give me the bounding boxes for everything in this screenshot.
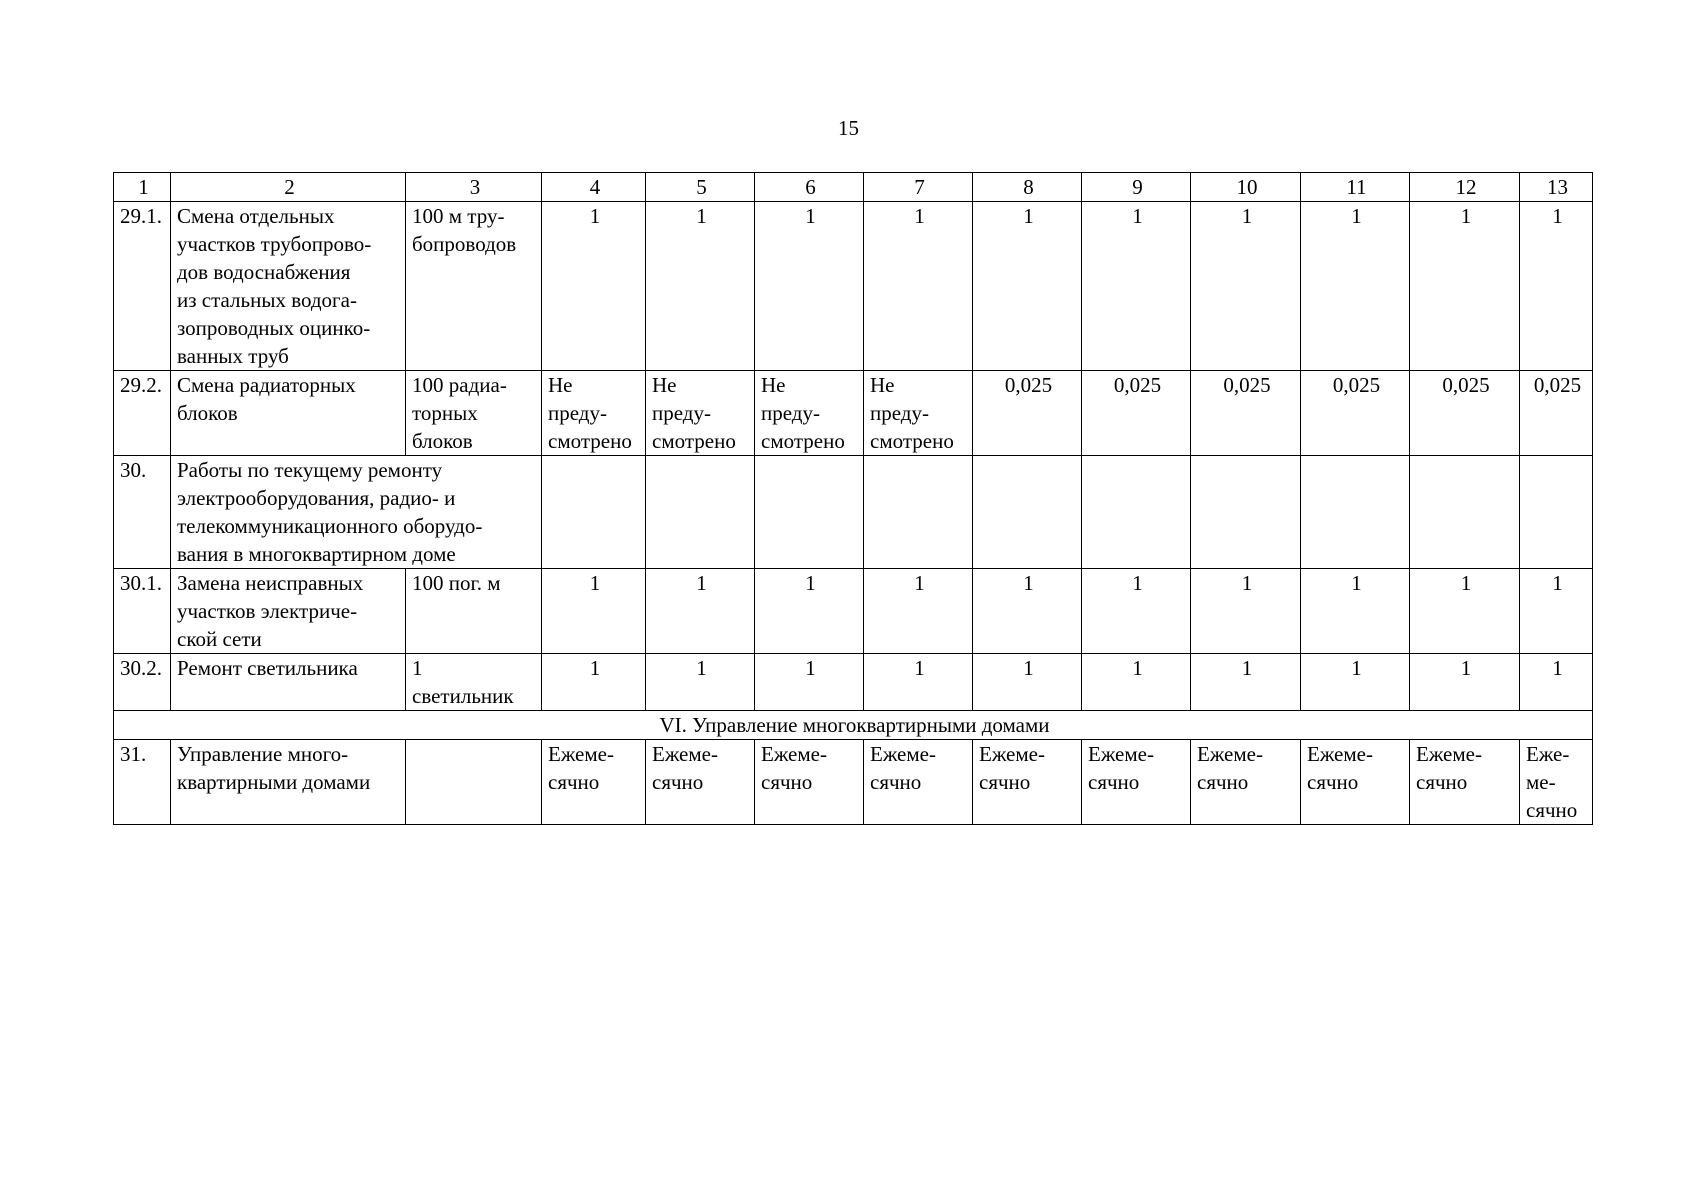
monthly-line: сячно: [1307, 770, 1359, 794]
column-number: 4: [542, 173, 646, 202]
empty-cell: [1520, 456, 1593, 569]
value-cell: 1: [1082, 654, 1191, 711]
value-cell: 1: [973, 202, 1082, 371]
monthly-line: Ежеме-: [1416, 742, 1482, 766]
row-number: 31.: [114, 740, 171, 825]
monthly-line: сячно: [1526, 798, 1578, 822]
value-cell: 1: [1520, 654, 1593, 711]
unit: 100 пог. м: [406, 569, 542, 654]
value-cell: 1: [755, 569, 864, 654]
monthly-cell: [864, 740, 973, 825]
value-cell: 1: [1410, 569, 1520, 654]
value-cell: 1: [864, 202, 973, 371]
value-cell: 1: [755, 654, 864, 711]
not-provided-line: Не: [761, 373, 786, 397]
row-number: 30.1.: [114, 569, 171, 654]
work-name-line: ской сети: [177, 627, 262, 651]
section-title: VI. Управление многоквартирными домами: [114, 711, 1593, 740]
row-number: 29.1.: [114, 202, 171, 371]
not-provided-cell: [864, 371, 973, 456]
monthly-cell: [542, 740, 646, 825]
work-name-line: блоков: [177, 401, 238, 425]
work-name-line: участков электриче-: [177, 599, 358, 623]
not-provided-cell: [542, 371, 646, 456]
not-provided-line: преду-: [870, 401, 929, 425]
value-cell: 1: [1520, 202, 1593, 371]
not-provided-line: смотрено: [548, 429, 632, 453]
work-name-line: Замена неисправных: [177, 571, 364, 595]
monthly-line: сячно: [761, 770, 813, 794]
empty-cell: [542, 456, 646, 569]
monthly-line: Ежеме-: [548, 742, 614, 766]
monthly-line: Ежеме-: [652, 742, 718, 766]
value-cell: 1: [1191, 202, 1301, 371]
empty-cell: [864, 456, 973, 569]
empty-cell: [1082, 456, 1191, 569]
monthly-line: ме-: [1526, 770, 1556, 794]
work-name-line: Смена радиаторных: [177, 373, 356, 397]
monthly-line: Ежеме-: [1088, 742, 1154, 766]
value-cell: 1: [1301, 569, 1410, 654]
unit-line: светильник: [412, 684, 514, 708]
column-number: 2: [171, 173, 406, 202]
page-number: 15: [838, 116, 859, 140]
value-cell: 0,025: [1410, 371, 1520, 456]
unit-line: 1: [412, 656, 423, 680]
row-number: 30.: [114, 456, 171, 569]
table-row: [114, 740, 1593, 825]
column-number: 1: [114, 173, 171, 202]
row-number: 30.2.: [114, 654, 171, 711]
monthly-line: Еже-: [1526, 742, 1570, 766]
monthly-cell: [646, 740, 755, 825]
monthly-line: сячно: [979, 770, 1031, 794]
value-cell: 1: [755, 202, 864, 371]
unit: [406, 654, 542, 711]
not-provided-line: преду-: [761, 401, 820, 425]
value-cell: 1: [646, 569, 755, 654]
column-number: 7: [864, 173, 973, 202]
not-provided-line: преду-: [652, 401, 711, 425]
column-number: 10: [1191, 173, 1301, 202]
value-cell: 1: [1082, 569, 1191, 654]
work-name-line: Смена отдельных: [177, 204, 335, 228]
column-number: 12: [1410, 173, 1520, 202]
column-number: 13: [1520, 173, 1593, 202]
value-cell: 1: [1410, 654, 1520, 711]
table-row: [114, 456, 1593, 569]
empty-cell: [1191, 456, 1301, 569]
value-cell: 1: [973, 654, 1082, 711]
unit-line: бопроводов: [412, 232, 517, 256]
unit-line: 100 м тру-: [412, 204, 505, 228]
table-row: [114, 569, 1593, 654]
empty-cell: [755, 456, 864, 569]
unit-line: блоков: [412, 429, 473, 453]
column-number: 6: [755, 173, 864, 202]
work-name: Ремонт светильника: [171, 654, 406, 711]
work-group-name: [171, 456, 542, 569]
monthly-cell: [1191, 740, 1301, 825]
value-cell: 1: [646, 202, 755, 371]
value-cell: 1: [864, 569, 973, 654]
work-name-line: квартирными домами: [177, 770, 371, 794]
value-cell: 0,025: [1520, 371, 1593, 456]
not-provided-line: Не: [652, 373, 677, 397]
not-provided-line: преду-: [548, 401, 607, 425]
value-cell: 1: [1520, 569, 1593, 654]
monthly-line: сячно: [548, 770, 600, 794]
value-cell: 1: [1301, 202, 1410, 371]
value-cell: 1: [542, 654, 646, 711]
maintenance-schedule-table: [113, 172, 1593, 825]
work-name: [171, 740, 406, 825]
column-number: 5: [646, 173, 755, 202]
empty-unit-cell: [406, 740, 542, 825]
value-cell: 1: [973, 569, 1082, 654]
unit: [406, 371, 542, 456]
monthly-line: Ежеме-: [1197, 742, 1263, 766]
work-name: [171, 202, 406, 371]
value-cell: 1: [646, 654, 755, 711]
column-number: 11: [1301, 173, 1410, 202]
value-cell: 0,025: [1082, 371, 1191, 456]
not-provided-line: Не: [548, 373, 573, 397]
monthly-cell: [1301, 740, 1410, 825]
work-name-line: участков трубопрово-: [177, 232, 372, 256]
unit-line: 100 радиа-: [412, 373, 507, 397]
monthly-line: сячно: [870, 770, 922, 794]
work-name-line: из стальных водога-: [177, 288, 357, 312]
value-cell: 1: [542, 202, 646, 371]
work-name-line: телекоммуникационного оборудо-: [177, 514, 483, 538]
row-number: 29.2.: [114, 371, 171, 456]
work-name-line: зопроводных оцинко-: [177, 316, 371, 340]
work-name-line: Управление много-: [177, 742, 349, 766]
work-name-line: электрооборудования, радио- и: [177, 486, 456, 510]
monthly-line: Ежеме-: [761, 742, 827, 766]
value-cell: 1: [542, 569, 646, 654]
monthly-cell: [1410, 740, 1520, 825]
table-row: [114, 202, 1593, 371]
value-cell: 0,025: [1301, 371, 1410, 456]
monthly-cell: [755, 740, 864, 825]
work-name-line: ванных труб: [177, 344, 289, 368]
monthly-cell: [1082, 740, 1191, 825]
column-number: 3: [406, 173, 542, 202]
empty-cell: [646, 456, 755, 569]
column-number: 8: [973, 173, 1082, 202]
empty-cell: [1410, 456, 1520, 569]
value-cell: 0,025: [1191, 371, 1301, 456]
work-name-line: вания в многоквартирном доме: [177, 542, 456, 566]
empty-cell: [973, 456, 1082, 569]
monthly-cell: [973, 740, 1082, 825]
unit: [406, 202, 542, 371]
work-name-line: Работы по текущему ремонту: [177, 458, 443, 482]
empty-cell: [1301, 456, 1410, 569]
value-cell: 1: [1191, 654, 1301, 711]
monthly-line: сячно: [1197, 770, 1249, 794]
work-name: [171, 569, 406, 654]
value-cell: 1: [864, 654, 973, 711]
monthly-line: Ежеме-: [870, 742, 936, 766]
table-row: [114, 371, 1593, 456]
value-cell: 1: [1410, 202, 1520, 371]
monthly-line: сячно: [1416, 770, 1468, 794]
not-provided-line: смотрено: [870, 429, 954, 453]
not-provided-cell: [646, 371, 755, 456]
not-provided-line: Не: [870, 373, 895, 397]
section-row: [114, 711, 1593, 740]
table-row: [114, 654, 1593, 711]
value-cell: 1: [1191, 569, 1301, 654]
monthly-cell: [1520, 740, 1593, 825]
not-provided-cell: [755, 371, 864, 456]
value-cell: 1: [1301, 654, 1410, 711]
column-number: 9: [1082, 173, 1191, 202]
value-cell: 1: [1082, 202, 1191, 371]
work-name: [171, 371, 406, 456]
unit-line: торных: [412, 401, 478, 425]
monthly-line: сячно: [652, 770, 704, 794]
monthly-line: сячно: [1088, 770, 1140, 794]
column-number-row: [114, 173, 1593, 202]
work-name-line: дов водоснабжения: [177, 260, 351, 284]
value-cell: 0,025: [973, 371, 1082, 456]
monthly-line: Ежеме-: [1307, 742, 1373, 766]
not-provided-line: смотрено: [761, 429, 845, 453]
not-provided-line: смотрено: [652, 429, 736, 453]
monthly-line: Ежеме-: [979, 742, 1045, 766]
